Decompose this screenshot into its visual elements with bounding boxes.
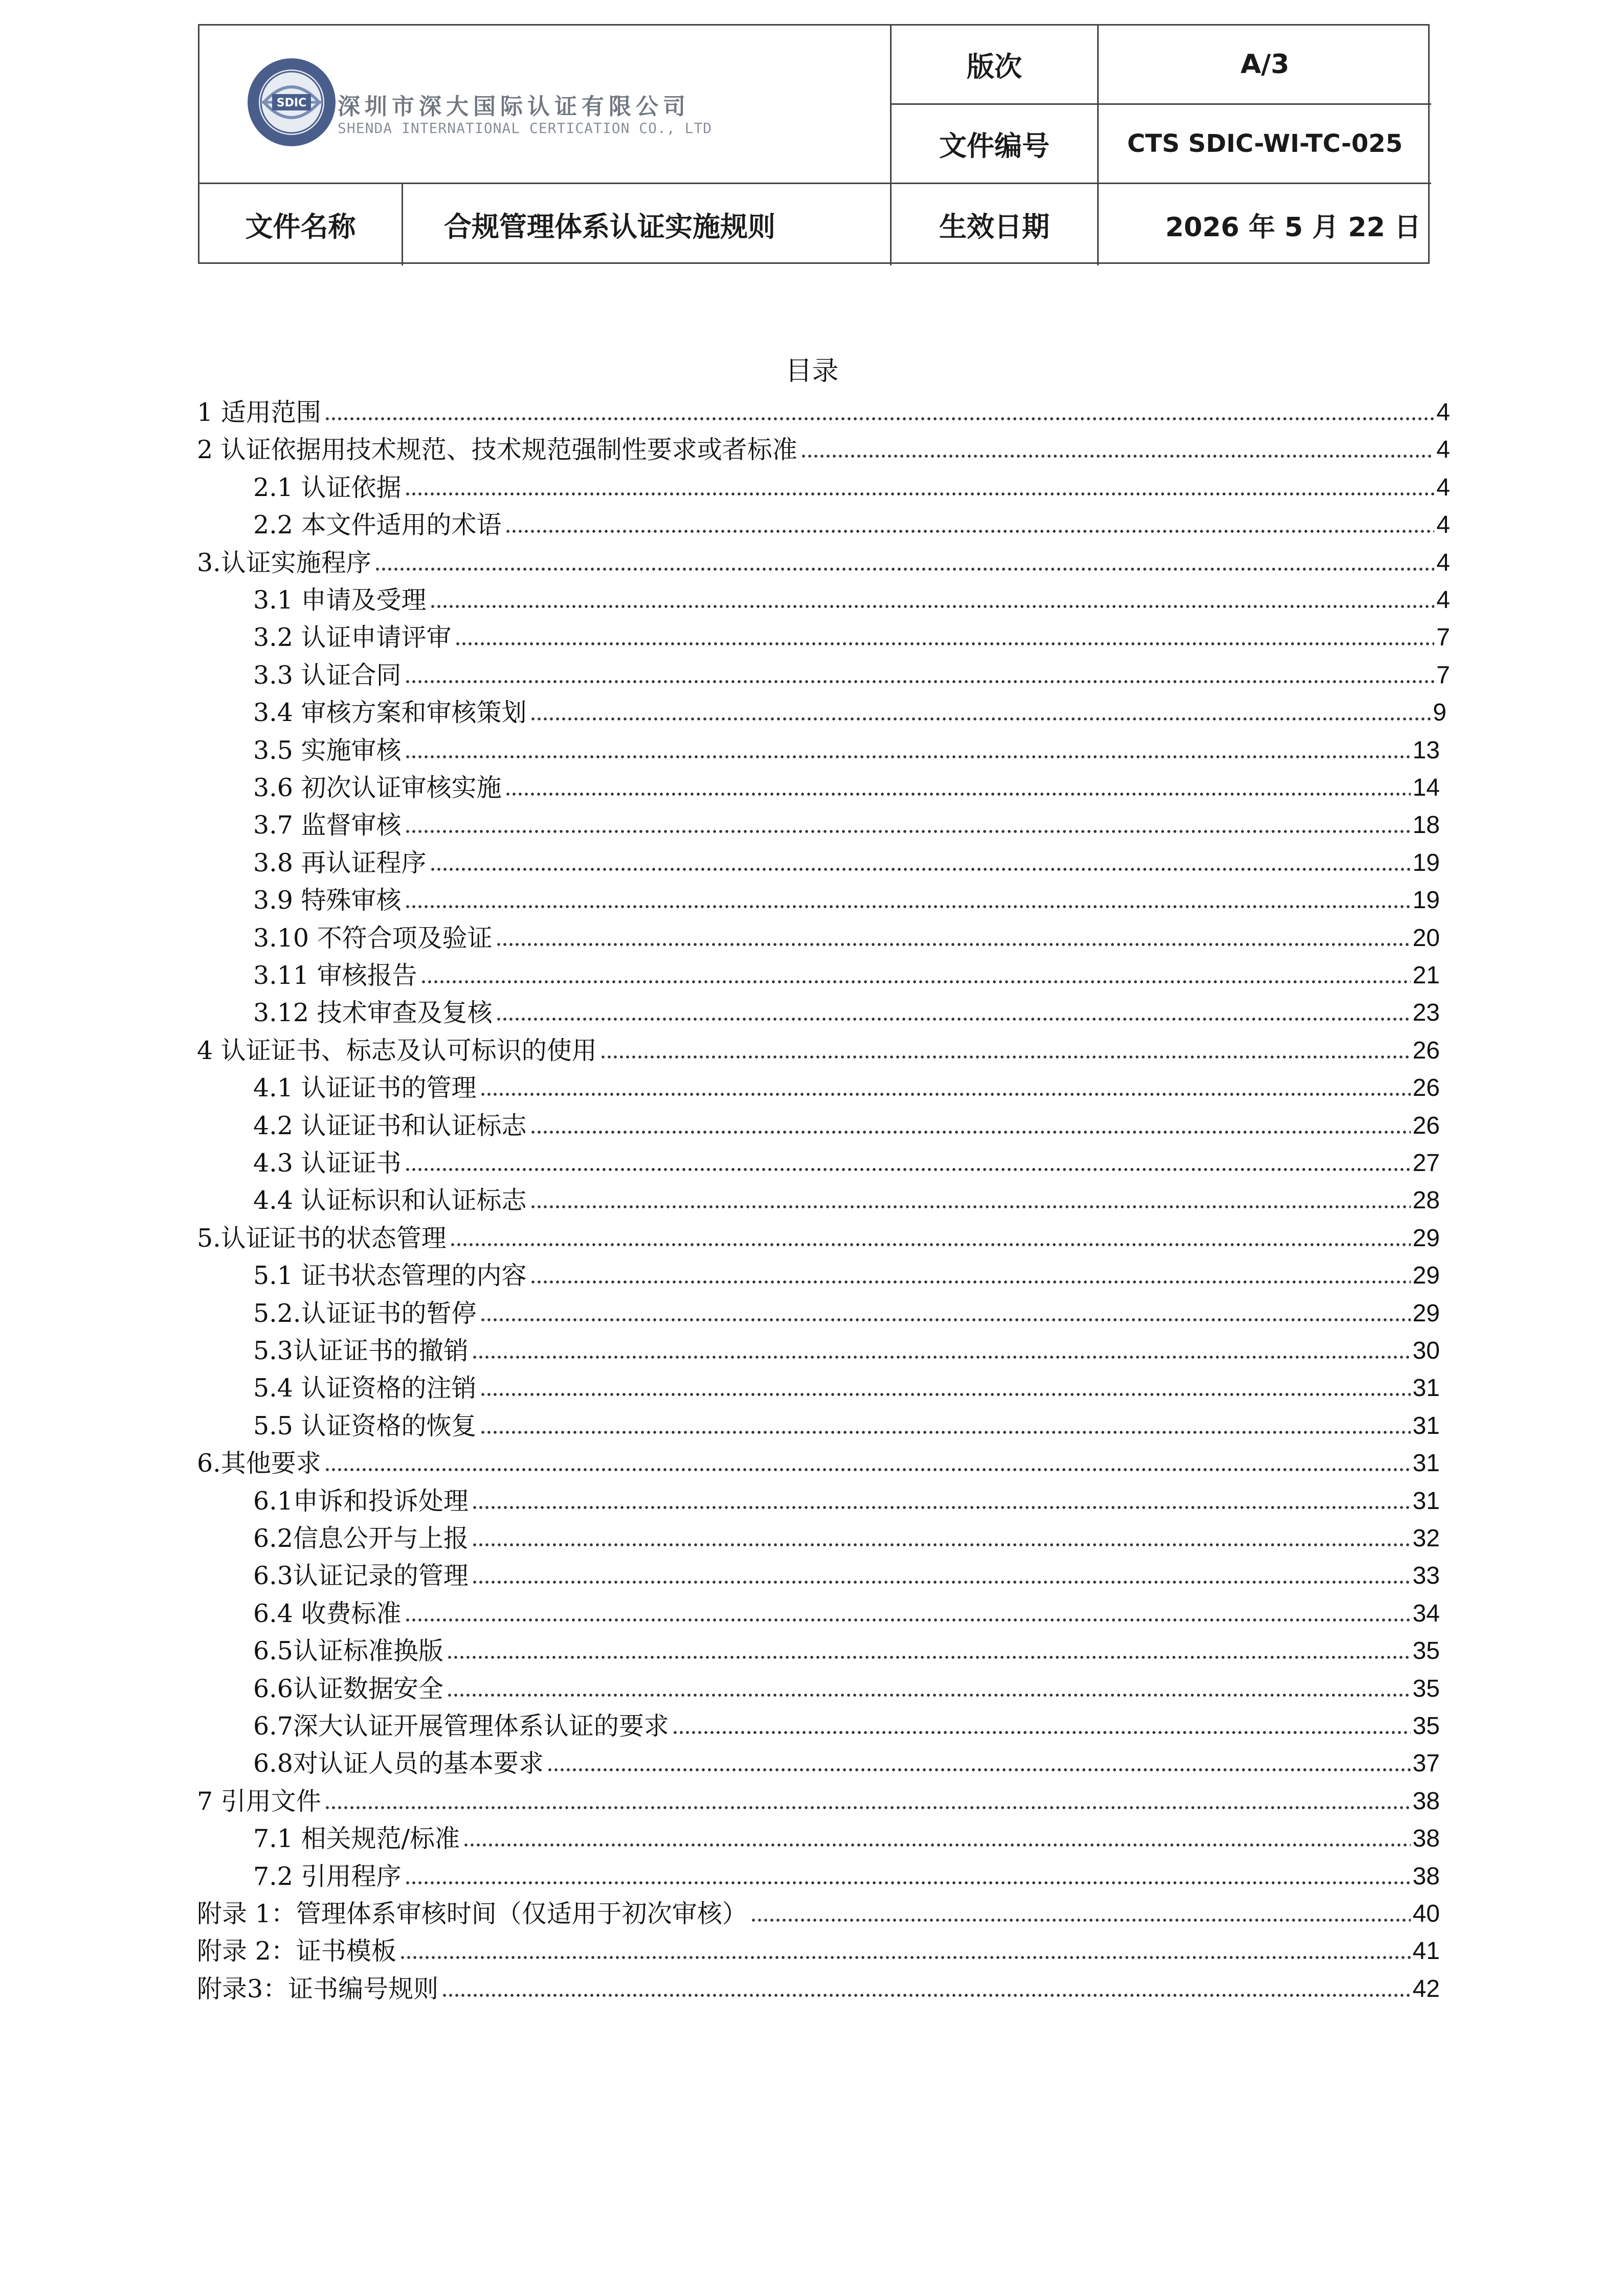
toc-entry-page: 31 [1412, 1450, 1440, 1477]
toc-entry[interactable] [253, 1520, 1440, 1557]
toc-dot-leader [405, 750, 1411, 760]
toc-dot-leader [455, 637, 1435, 647]
toc-entry-page: 19 [1412, 887, 1440, 914]
toc-entry-title: 5.1 证书状态管理的内容 [253, 1261, 527, 1291]
toc-entry-title: 6.4 收费标准 [253, 1599, 402, 1628]
toc-entry-title: 5.2.认证证书的暂停 [253, 1298, 477, 1328]
toc-dot-leader [505, 524, 1435, 534]
toc-dot-leader [530, 1125, 1411, 1135]
toc-dot-leader [441, 1988, 1410, 1998]
toc-entry[interactable] [253, 919, 1440, 957]
toc-entry[interactable] [253, 1107, 1440, 1144]
toc-entry[interactable] [253, 1632, 1440, 1670]
effective-date-label: 生效日期 [939, 211, 1050, 243]
toc-entry-page: 37 [1412, 1750, 1440, 1777]
toc-entry-title: 附录3：证书编号规则 [197, 1974, 439, 2004]
toc-entry-title: 6.3认证记录的管理 [253, 1561, 469, 1591]
toc-dot-leader [420, 975, 1411, 985]
toc-dot-leader [405, 674, 1435, 685]
toc-entry-title: 3.3 认证合同 [253, 660, 402, 690]
toc-dot-leader [447, 1650, 1411, 1660]
toc-entry-page: 7 [1436, 624, 1450, 651]
toc-dot-leader [405, 899, 1411, 910]
toc-entry[interactable] [253, 882, 1440, 919]
toc-entry-title: 6.1申诉和投诉处理 [253, 1486, 469, 1516]
toc-entry[interactable] [197, 1220, 1440, 1257]
toc-dot-leader [447, 1688, 1411, 1698]
toc-entry-title: 3.12 技术审查及复核 [253, 998, 493, 1028]
toc-dot-leader [530, 1200, 1411, 1210]
toc-entry-page: 26 [1412, 1037, 1440, 1064]
toc-entry-page: 38 [1412, 1862, 1440, 1890]
toc-entry[interactable] [197, 1032, 1440, 1069]
toc-dot-leader [430, 862, 1411, 872]
toc-entry-page: 34 [1412, 1600, 1440, 1627]
toc-entry[interactable] [253, 806, 1440, 844]
toc-entry-title: 3.1 申请及受理 [253, 586, 427, 615]
toc-entry[interactable] [253, 1295, 1440, 1332]
toc-entry-title: 3.4 审核方案和审核策划 [253, 698, 527, 728]
toc-entry-title: 7 引用文件 [197, 1786, 321, 1816]
toc-entry-page: 42 [1412, 1975, 1440, 2002]
effective-date-value: 2026 年 5 月 22 日 [1165, 212, 1421, 243]
toc-entry[interactable] [197, 1895, 1440, 1932]
toc-entry-title: 3.8 再认证程序 [253, 848, 427, 877]
version-label: 版次 [967, 50, 1022, 83]
toc-entry-title: 2.1 认证依据 [253, 472, 402, 502]
toc-entry-page: 7 [1436, 661, 1450, 689]
file-name-label: 文件名称 [245, 211, 356, 243]
toc-dot-leader [405, 487, 1435, 497]
toc-entry-page: 19 [1412, 849, 1440, 876]
toc-dot-leader [505, 787, 1411, 797]
toc-dot-leader [405, 824, 1411, 835]
toc-entry-page: 38 [1412, 1787, 1440, 1815]
toc-entry[interactable] [253, 1858, 1440, 1895]
toc-dot-leader [324, 412, 1435, 422]
document-header-table [198, 24, 1430, 264]
toc-entry-page: 30 [1412, 1337, 1440, 1364]
toc-entry-page: 18 [1412, 812, 1440, 839]
toc-entry-page: 27 [1412, 1150, 1440, 1177]
toc-dot-leader [472, 1500, 1411, 1511]
toc-entry-title: 4.3 认证证书 [253, 1149, 402, 1178]
toc-dot-leader [496, 937, 1411, 948]
toc-entry[interactable] [253, 581, 1450, 619]
toc-dot-leader [405, 1162, 1411, 1173]
toc-dot-leader [405, 1876, 1411, 1886]
toc-entry-page: 31 [1412, 1412, 1440, 1439]
toc-dot-leader [399, 1950, 1411, 1961]
toc-dot-leader [600, 1050, 1411, 1060]
toc-entry-page: 29 [1412, 1224, 1440, 1252]
toc-dot-leader [324, 1800, 1411, 1811]
toc-entry-page: 21 [1412, 962, 1440, 989]
toc-entry-title: 5.3认证证书的撤销 [253, 1336, 469, 1365]
toc-entry-page: 26 [1412, 1112, 1440, 1139]
toc-entry-page: 35 [1412, 1637, 1440, 1665]
toc-entry-title: 3.5 实施审核 [253, 735, 402, 765]
toc-entry-page: 13 [1412, 736, 1440, 764]
toc-entry[interactable] [253, 619, 1450, 656]
toc-entry[interactable] [197, 1932, 1440, 1970]
toc-dot-leader [324, 1462, 1411, 1473]
toc-entry-page: 38 [1412, 1825, 1440, 1853]
toc-entry-page: 33 [1412, 1562, 1440, 1590]
toc-entry-title: 3.认证实施程序 [197, 548, 371, 577]
toc-entry[interactable] [253, 694, 1447, 731]
toc-entry-title: 3.7 监督审核 [253, 811, 402, 840]
toc-dot-leader [530, 712, 1431, 722]
toc-dot-leader [496, 1012, 1411, 1022]
company-name-en: SHENDA INTERNATIONAL CERTICATION CO., LTD [338, 120, 713, 137]
toc-entry[interactable] [253, 1257, 1440, 1294]
toc-entry[interactable] [253, 1144, 1440, 1182]
toc-entry-page: 9 [1433, 699, 1447, 727]
toc-entry[interactable] [197, 431, 1450, 468]
toc-entry[interactable] [253, 1707, 1440, 1745]
toc-entry[interactable] [253, 957, 1440, 994]
toc-entry[interactable] [253, 1595, 1440, 1632]
toc-entry[interactable] [253, 1482, 1440, 1520]
toc-entry-title: 5.5 认证资格的恢复 [253, 1411, 477, 1440]
toc-dot-leader [472, 1538, 1411, 1548]
toc-entry-title: 6.2信息公开与上报 [253, 1524, 469, 1553]
toc-entry[interactable] [197, 394, 1450, 431]
toc-entry-title: 6.5认证标准换版 [253, 1636, 443, 1666]
company-logo [246, 56, 713, 159]
toc-entry[interactable] [253, 1670, 1440, 1707]
toc-entry-page: 4 [1436, 549, 1450, 576]
toc-entry[interactable] [253, 994, 1440, 1031]
toc-entry-title: 5.认证证书的状态管理 [197, 1223, 447, 1253]
toc-dot-leader [480, 1087, 1411, 1097]
toc-entry[interactable] [253, 769, 1440, 806]
toc-dot-leader [547, 1763, 1411, 1773]
toc-entry-title: 3.11 审核报告 [253, 961, 417, 990]
doc-number-value: CTS SDIC-WI-TC-025 [1127, 129, 1403, 158]
toc-dot-leader [750, 1913, 1411, 1923]
toc-entry-page: 4 [1436, 587, 1450, 614]
toc-entry-title: 7.1 相关规范/标准 [253, 1824, 460, 1854]
toc-entry-title: 7.2 引用程序 [253, 1861, 402, 1891]
toc-entry-title: 4 认证证书、标志及认可标识的使用 [197, 1036, 597, 1065]
toc-dot-leader [480, 1387, 1411, 1398]
toc-entry-title: 6.其他要求 [197, 1449, 321, 1478]
company-seal-icon [246, 56, 338, 148]
toc-entry[interactable] [253, 506, 1450, 544]
toc-entry-page: 20 [1412, 924, 1440, 952]
toc-dot-leader [480, 1313, 1411, 1323]
toc-entry-page: 28 [1412, 1187, 1440, 1214]
toc-entry-title: 6.6认证数据安全 [253, 1674, 443, 1703]
toc-entry-page: 31 [1412, 1375, 1440, 1402]
seal-label: SDIC [276, 97, 307, 109]
toc-entry-page: 40 [1412, 1900, 1440, 1927]
toc-entry-page: 23 [1412, 999, 1440, 1027]
toc-entry[interactable] [197, 1445, 1440, 1482]
toc-entry-title: 3.9 特殊审核 [253, 886, 402, 915]
version-value: A/3 [1240, 49, 1289, 80]
toc-entry-title: 2 认证依据用技术规范、技术规范强制性要求或者标准 [197, 435, 797, 465]
toc-entry-page: 29 [1412, 1262, 1440, 1290]
toc-entry[interactable] [197, 544, 1450, 581]
toc-dot-leader [463, 1838, 1411, 1848]
toc-entry-page: 31 [1412, 1487, 1440, 1515]
toc-entry[interactable] [253, 1407, 1440, 1445]
toc-entry-title: 3.10 不符合项及验证 [253, 923, 493, 953]
toc-entry-title: 1 适用范围 [197, 398, 321, 427]
toc-entry-page: 35 [1412, 1713, 1440, 1740]
toc-entry-title: 附录 2：证书模板 [197, 1937, 396, 1966]
toc-entry[interactable] [253, 1182, 1440, 1219]
toc-entry-page: 32 [1412, 1525, 1440, 1552]
toc-entry-page: 4 [1436, 436, 1450, 464]
toc-entry-title: 4.1 认证证书的管理 [253, 1073, 477, 1103]
toc-dot-leader [430, 599, 1435, 610]
toc-dot-leader [472, 1575, 1411, 1585]
toc-entry[interactable] [253, 1820, 1440, 1857]
file-name-value: 合规管理体系认证实施规则 [444, 211, 775, 243]
toc-title: 目录 [785, 356, 839, 387]
toc-entry[interactable] [253, 732, 1440, 769]
toc-entry-title: 6.8对认证人员的基本要求 [253, 1749, 544, 1779]
toc-entry-page: 4 [1436, 474, 1450, 501]
toc-dot-leader [405, 1613, 1411, 1623]
toc-entry[interactable] [253, 657, 1450, 694]
toc-entry-title: 3.6 初次认证审核实施 [253, 773, 502, 802]
toc-dot-leader [530, 1275, 1411, 1285]
toc-dot-leader [450, 1237, 1411, 1248]
toc-dot-leader [374, 562, 1435, 572]
toc-entry-page: 4 [1436, 511, 1450, 539]
toc-dot-leader [800, 449, 1435, 459]
toc-entry[interactable] [253, 469, 1450, 506]
toc-entry-page: 26 [1412, 1074, 1440, 1102]
doc-number-label: 文件编号 [939, 129, 1050, 162]
toc-entry[interactable] [197, 1970, 1440, 2008]
toc-entry[interactable] [253, 1069, 1440, 1107]
toc-entry[interactable] [253, 844, 1440, 882]
toc-entry[interactable] [253, 1557, 1440, 1594]
toc-entry-title: 5.4 认证资格的注销 [253, 1374, 477, 1403]
toc-dot-leader [472, 1350, 1411, 1360]
toc-entry[interactable] [253, 1369, 1440, 1407]
toc-entry[interactable] [253, 1745, 1440, 1782]
toc-entry-page: 29 [1412, 1299, 1440, 1327]
toc-dot-leader [672, 1725, 1411, 1736]
toc-entry-title: 3.2 认证申请评审 [253, 623, 452, 652]
toc-entry-title: 4.4 认证标识和认证标志 [253, 1186, 527, 1215]
toc-entry-title: 4.2 认证证书和认证标志 [253, 1111, 527, 1140]
company-name-cn: 深圳市深大国际认证有限公司 [338, 94, 690, 120]
toc-entry-page: 4 [1436, 399, 1450, 426]
toc-entry[interactable] [197, 1783, 1440, 1820]
toc-entry-title: 2.2 本文件适用的术语 [253, 510, 502, 540]
toc-dot-leader [480, 1425, 1411, 1435]
toc-entry[interactable] [253, 1332, 1440, 1369]
toc-entry-title: 附录 1：管理体系审核时间（仅适用于初次审核） [197, 1899, 747, 1928]
toc-entry-title: 6.7深大认证开展管理体系认证的要求 [253, 1712, 669, 1741]
toc-entry-page: 41 [1412, 1938, 1440, 1965]
toc-entry-page: 14 [1412, 774, 1440, 801]
toc-entry-page: 35 [1412, 1675, 1440, 1702]
